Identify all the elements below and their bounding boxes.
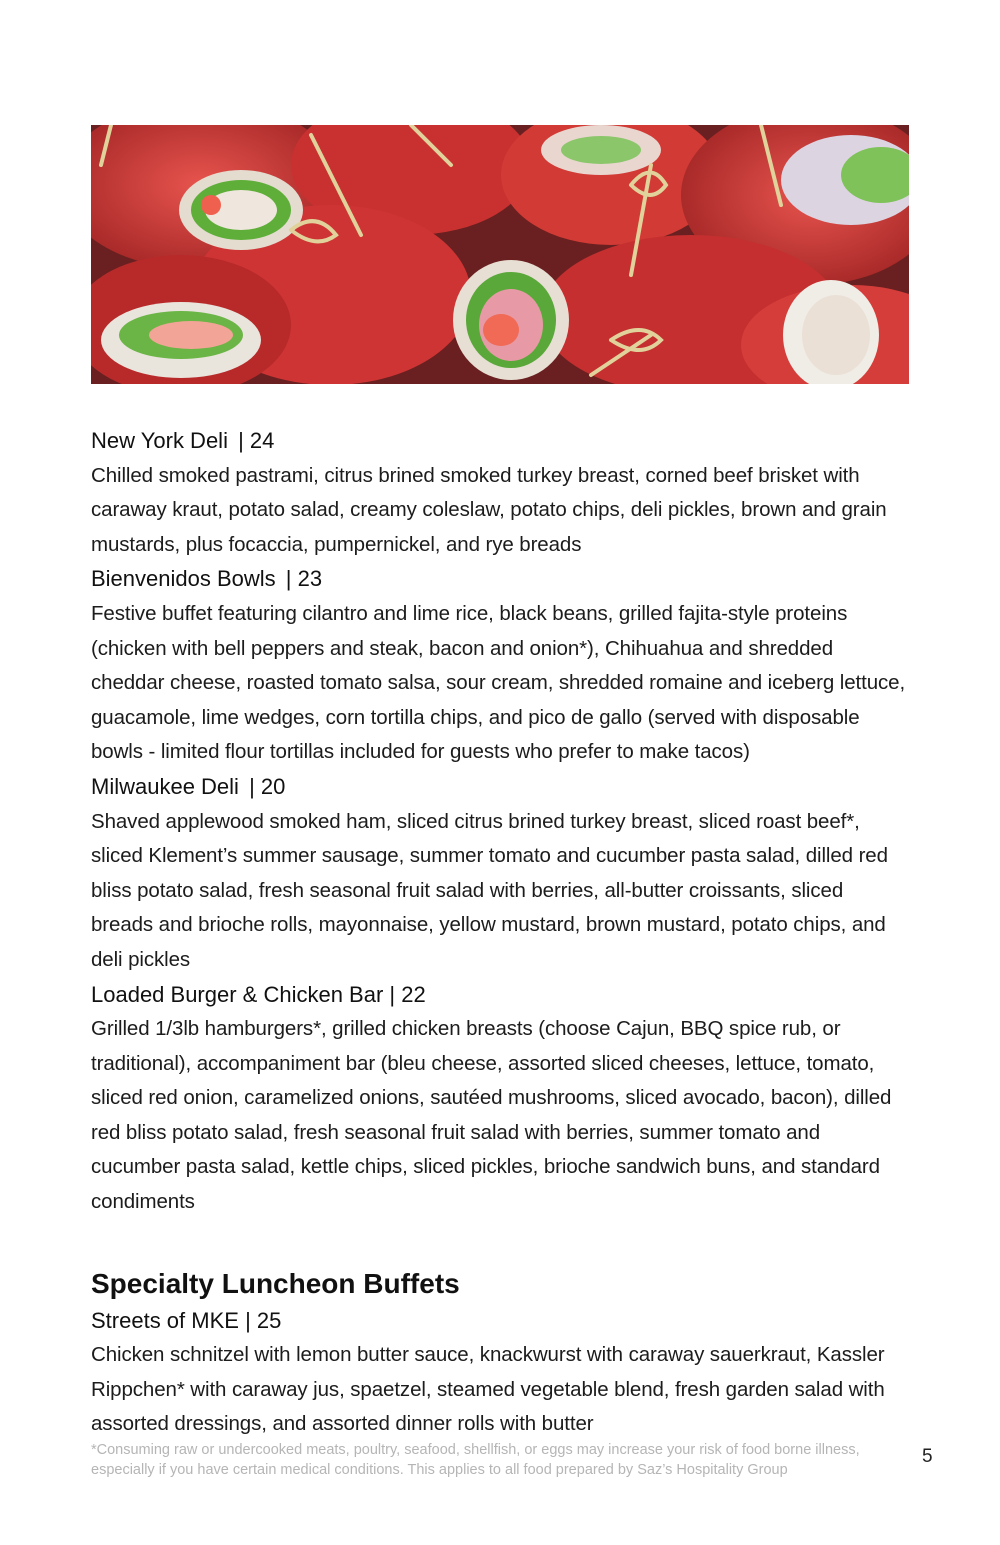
wrap-pinwheels-image [91, 125, 909, 384]
item-price: | 22 [389, 981, 426, 1007]
menu-item [91, 562, 909, 770]
menu-item [91, 1304, 909, 1442]
item-description: Festive buffet featuring cilantro and lime rice, black beans, grilled fajita-style proteins (chicken with bell peppers and steak, bacon and onion*), Chihuahua and shredded cheddar cheese, roasted tomato salsa, sour cream, shredded romaine and iceberg lettuce, guacamole, lime wedges, corn tortilla chips, and pico de gallo (served with disposable bowls - limited flour tortillas included for guests who prefer to make tacos) [91, 601, 906, 764]
item-name: Milwaukee Deli [91, 773, 239, 799]
item-description: Chilled smoked pastrami, citrus brined smoked turkey breast, corned beef brisket with caraway kraut, potato salad, creamy coleslaw, potato chips, deli pickles, brown and grain mustards, plus focaccia, pumpernickel, and rye breads [91, 463, 887, 556]
menu-item [91, 424, 909, 562]
hero-photo [91, 125, 909, 384]
menu-content [91, 424, 909, 1442]
menu-item [91, 770, 909, 978]
item-description: Chicken schnitzel with lemon butter sauce, knackwurst with caraway sauerkraut, Kassler Rippchen* with caraway jus, spaetzel, steamed vegetable blend, fresh garden salad with assorted dressings, and assorted dinner rolls with butter [91, 1343, 885, 1436]
item-description: Grilled 1/3lb hamburgers*, grilled chicken breasts (choose Cajun, BBQ spice rub, or traditional), accompaniment bar (bleu cheese, assorted sliced cheeses, lettuce, tomato, sliced red onion, caramelized onions, sautéed mushrooms, sliced avocado, bacon), dilled red bliss potato salad, fresh seasonal fruit salad with berries, summer tomato and cucumber pasta salad, kettle chips, sliced pickles, brioche sandwich buns, and standard condiments [91, 1017, 892, 1214]
item-price: | 25 [245, 1307, 282, 1333]
section-heading: Specialty Luncheon Buffets [91, 1267, 460, 1299]
item-name: Streets of MKE [91, 1307, 239, 1333]
item-title [91, 770, 909, 805]
item-description: Shaved applewood smoked ham, sliced citrus brined turkey breast, sliced roast beef*, sliced Klement’s summer sausage, summer tomato and cucumber pasta salad, dilled red bliss potato salad, fresh seasonal fruit salad with berries, all-butter croissants, sliced breads and brioche rolls, mayonnaise, yellow mustard, brown mustard, potato chips, and deli pickles [91, 809, 888, 971]
page-number: 5 [922, 1446, 933, 1467]
menu-item [91, 978, 909, 1220]
item-title [91, 424, 909, 459]
item-title [91, 1304, 909, 1339]
item-title [91, 562, 909, 597]
food-safety-footnote: *Consuming raw or undercooked meats, poultry, seafood, shellfish, or eggs may increase your risk of food borne illness, especially if you have certain medical conditions. This applies to all food prepared by Saz’s Hospitality Group [91, 1442, 860, 1478]
item-name: Bienvenidos Bowls [91, 566, 276, 592]
item-price: | 24 [238, 428, 275, 453]
item-name: Loaded Burger & Chicken Bar [91, 981, 384, 1007]
item-title [91, 978, 909, 1013]
item-name: New York Deli [91, 428, 228, 453]
item-price: | 23 [285, 566, 323, 592]
item-price: | 20 [249, 773, 286, 799]
